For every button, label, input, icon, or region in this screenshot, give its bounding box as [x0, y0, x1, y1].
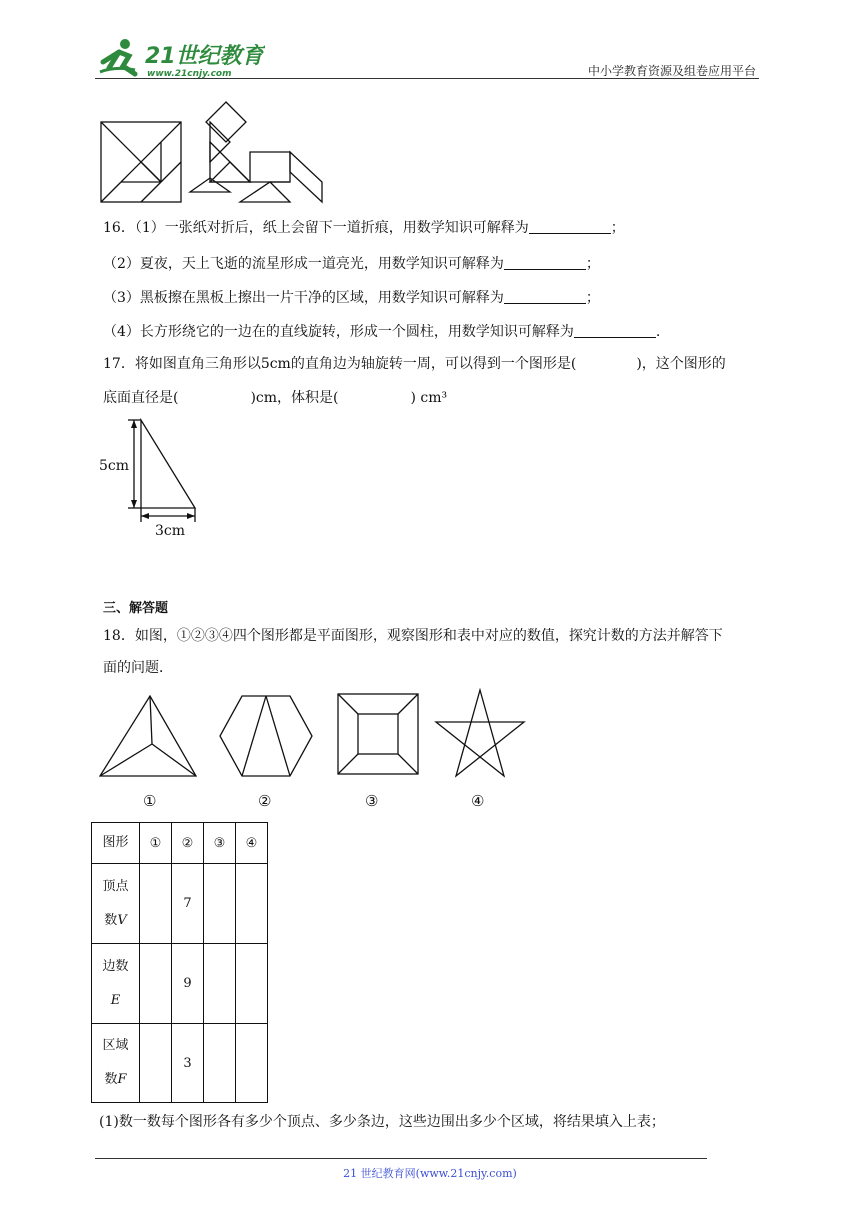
- table-cell[interactable]: [204, 864, 236, 944]
- row-symbol: F: [117, 1072, 127, 1087]
- table-cell[interactable]: [236, 864, 268, 944]
- q16-part1: [103, 218, 625, 238]
- table-cell[interactable]: 3: [172, 1024, 204, 1103]
- table-header-cell: ④: [236, 823, 268, 864]
- q16-part2: [103, 254, 600, 274]
- q16-line1-end: ；: [610, 220, 625, 236]
- q16-line2-end: ；: [585, 256, 600, 272]
- table-row: [92, 944, 268, 1024]
- count-table: [91, 822, 268, 1103]
- table-cell[interactable]: [236, 944, 268, 1024]
- right-triangle-figure: [98, 412, 208, 542]
- row-label-top: 顶点: [102, 878, 129, 894]
- q17-line1-b: )，这个图形的: [636, 356, 726, 372]
- q17-line2-b: )cm，体积是(: [250, 390, 339, 406]
- logo-url: www.21cnjy.com: [147, 69, 232, 79]
- q16-line1-text: 16．（1）一张纸对折后，纸上会留下一道折痕，用数学知识可解释为: [103, 220, 529, 236]
- table-header-cell: ③: [204, 823, 236, 864]
- figure-label-3: ③: [365, 792, 379, 810]
- q16-part3: [103, 288, 600, 308]
- row-label-top: 边数: [102, 958, 129, 974]
- row-label-bottom: 数F: [104, 1072, 127, 1087]
- table-header-cell: ①: [140, 823, 172, 864]
- q18-line2: 面的问题．: [103, 660, 173, 676]
- q17-line1-a: 17．将如图直角三角形以5cm的直角边为轴旋转一周，可以得到一个图形是(: [103, 356, 577, 372]
- table-cell[interactable]: [140, 944, 172, 1024]
- q16-line4-end: .: [655, 324, 661, 340]
- q17-line2-c: ) cm³: [410, 390, 448, 406]
- q18-sub1: (1)数一数每个图形各有多少个顶点、多少条边，这些边围出多少个区域，将结果填入上表；: [99, 1114, 665, 1130]
- table-header-cell: ②: [172, 823, 204, 864]
- q17-line1: [103, 354, 726, 374]
- q16-blank4[interactable]: [574, 323, 656, 338]
- table-row: [92, 864, 268, 944]
- q16-blank2[interactable]: [504, 255, 586, 270]
- q16-blank3[interactable]: [504, 289, 586, 304]
- table-cell[interactable]: [204, 1024, 236, 1103]
- table-cell[interactable]: [140, 1024, 172, 1103]
- figure-label-2: ②: [258, 792, 272, 810]
- runner-logo-icon: [95, 36, 265, 80]
- header-platform-text: 中小学教育资源及组卷应用平台: [587, 64, 756, 78]
- q17-line2-a: 底面直径是(: [103, 390, 179, 406]
- table-cell[interactable]: 9: [172, 944, 204, 1024]
- table-cell[interactable]: 7: [172, 864, 204, 944]
- tangram-figures: [98, 100, 328, 206]
- table-row: [92, 1024, 268, 1103]
- q16-line2-text: （2）夏夜，天上飞逝的流星形成一道亮光，用数学知识可解释为: [103, 256, 504, 272]
- header-divider: [95, 78, 759, 79]
- table-header-cell: 图形: [92, 823, 140, 864]
- q16-part4: [103, 322, 660, 342]
- row-label-bottom: 数V: [104, 912, 127, 928]
- label-5cm: 5cm: [99, 458, 130, 474]
- figure-label-4: ④: [471, 792, 485, 810]
- q18-line1: 18．如图，①②③④四个图形都是平面图形，观察图形和表中对应的数值，探究计数的方法并解答下: [103, 628, 723, 644]
- q16-line3-end: ；: [585, 290, 600, 306]
- q16-line3-text: （3）黑板擦在黑板上擦出一片干净的区域，用数学知识可解释为: [103, 290, 504, 306]
- row-label-vertices: [92, 864, 140, 944]
- footer-divider: [95, 1158, 707, 1159]
- table-header-row: [92, 823, 268, 864]
- row-label-regions: [92, 1024, 140, 1103]
- table-cell[interactable]: [140, 864, 172, 944]
- section-title: 三、解答题: [103, 601, 169, 616]
- q16-line4-text: （4）长方形绕它的一边在的直线旋转，形成一个圆柱，用数学知识可解释为: [103, 324, 574, 340]
- table-cell[interactable]: [204, 944, 236, 1024]
- four-planar-figures: [96, 688, 536, 784]
- logo-text: 21世纪教育: [145, 44, 264, 69]
- q16-blank1[interactable]: [529, 219, 611, 234]
- q17-line2: [103, 388, 447, 408]
- footer-link[interactable]: 21 世纪教育网(www.21cnjy.com): [343, 1167, 517, 1180]
- figure-label-1: ①: [143, 792, 157, 810]
- row-symbol: V: [117, 912, 127, 928]
- row-label-edges: [92, 944, 140, 1024]
- row-label-bottom: [92, 984, 139, 1018]
- row-symbol: E: [110, 992, 121, 1008]
- table-cell[interactable]: [236, 1024, 268, 1103]
- label-3cm: 3cm: [155, 523, 186, 539]
- row-label-top: 区域: [102, 1038, 129, 1053]
- site-logo: [95, 36, 265, 80]
